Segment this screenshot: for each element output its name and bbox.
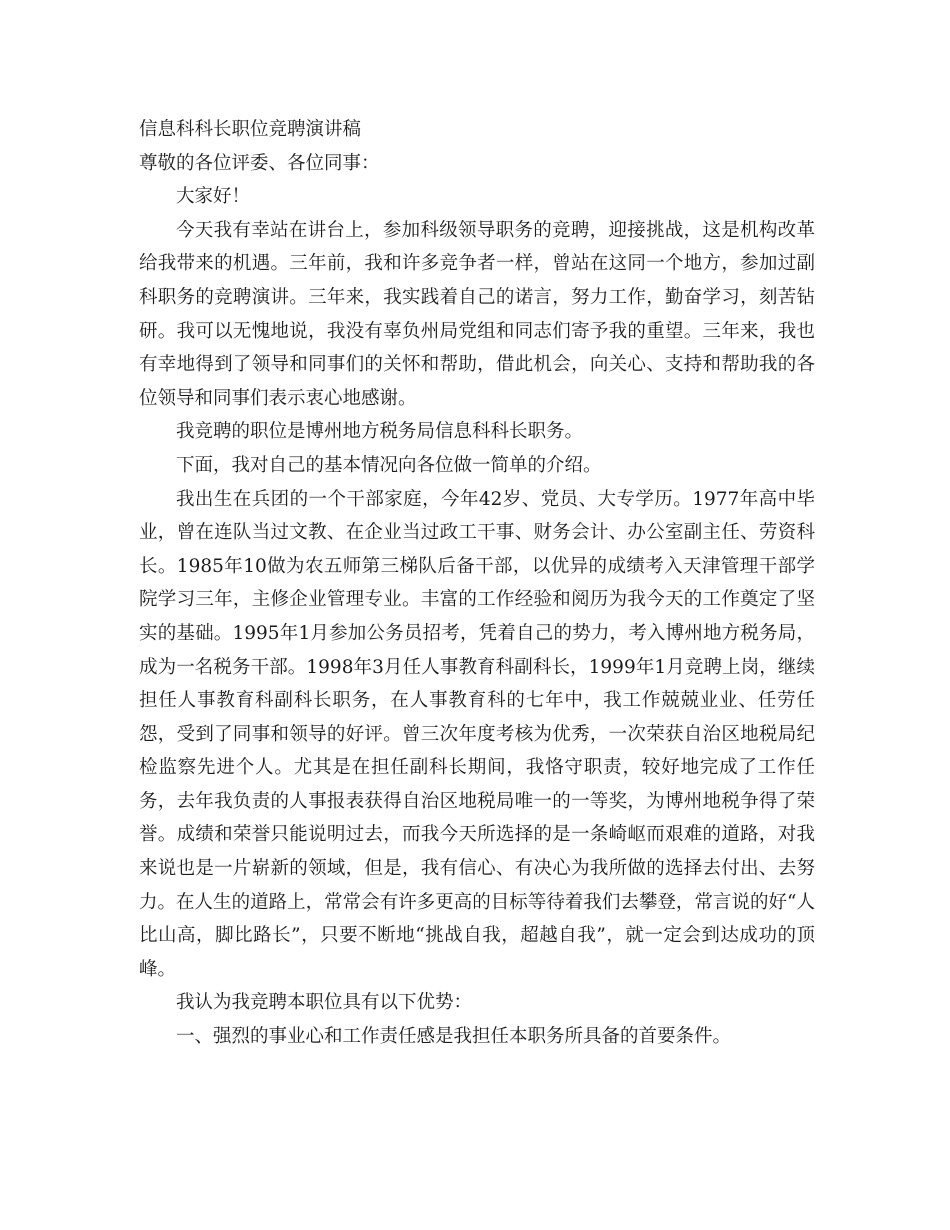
paragraph-greeting: 大家好！ [176, 186, 251, 208]
document-title: 信息科科长职位竞聘演讲稿 [139, 119, 362, 140]
salutation: 尊敬的各位评委、各位同事： [139, 152, 380, 174]
paragraph-point-one: 一、强烈的事业心和工作责任感是我担任本职务所具备的首要条件。 [176, 1026, 732, 1048]
paragraph-background: 我出生在兵团的一个干部家庭，今年42岁、党员、大专学历。1977年高中毕业，曾在连队当过文教、在企业当过政工干事、财务会计、办公室副主任、劳资科长。1985年10做为农五师第三梯队后备干部，以优异的成绩考入天津管理干部学院学习三年，主修企业管理专业。丰富的工作经验和阅历为我今天的工作奠定了坚实的基础。1995年1月参加公务员招考，凭着自己的势力，考入博州地方税务局，成为一名税务干部。1998年3月任人事教育科副科长，1999年1月竞聘上岗，继续担任人事教育科副科长职务，在人事教育科的七年中，我工作兢兢业业、任劳任怨，受到了同事和领导的好评。曾三次年度考核为优秀，一次荣获自治区地税局纪检监察先进个人。尤其是在担任副科长期间，我恪守职责，较好地完成了工作任务，去年我负责的人事报表获得自治区地税局唯一的一等奖，为博州地税争得了荣誉。成绩和荣誉只能说明过去，而我今天所选择的是一条崎岖而艰难的道路，对我来说也是一片崭新的领域，但是，我有信心、有决心为我所做的选择去付出、去努力。在人生的道路上，常常会有许多更高的目标等待着我们去攀登，常言说的好“人比山高，脚比路长”，只要不断地“挑战自我，超越自我”，就一定会到达成功的顶峰。 [139, 488, 815, 980]
paragraph-advantages: 我认为我竞聘本职位具有以下优势： [176, 992, 473, 1014]
paragraph-intro: 下面，我对自己的基本情况向各位做一简单的介绍。 [176, 454, 602, 476]
paragraph-opening: 今天我有幸站在讲台上，参加科级领导职务的竞聘，迎接挑战，这是机构改革给我带来的机遇。三年前，我和许多竞争者一样，曾站在这同一个地方，参加过副科职务的竞聘演讲。三年来，我实践着自己的诺言，努力工作，勤奋学习，刻苦钻研。我可以无愧地说，我没有辜负州局党组和同志们寄予我的重望。三年来，我也有幸地得到了领导和同事们的关怀和帮助，借此机会，向关心、支持和帮助我的各位领导和同事们表示衷心地感谢。 [139, 219, 815, 409]
paragraph-position: 我竞聘的职位是博州地方税务局信息科科长职务。 [176, 421, 584, 443]
document-body [139, 113, 815, 1054]
